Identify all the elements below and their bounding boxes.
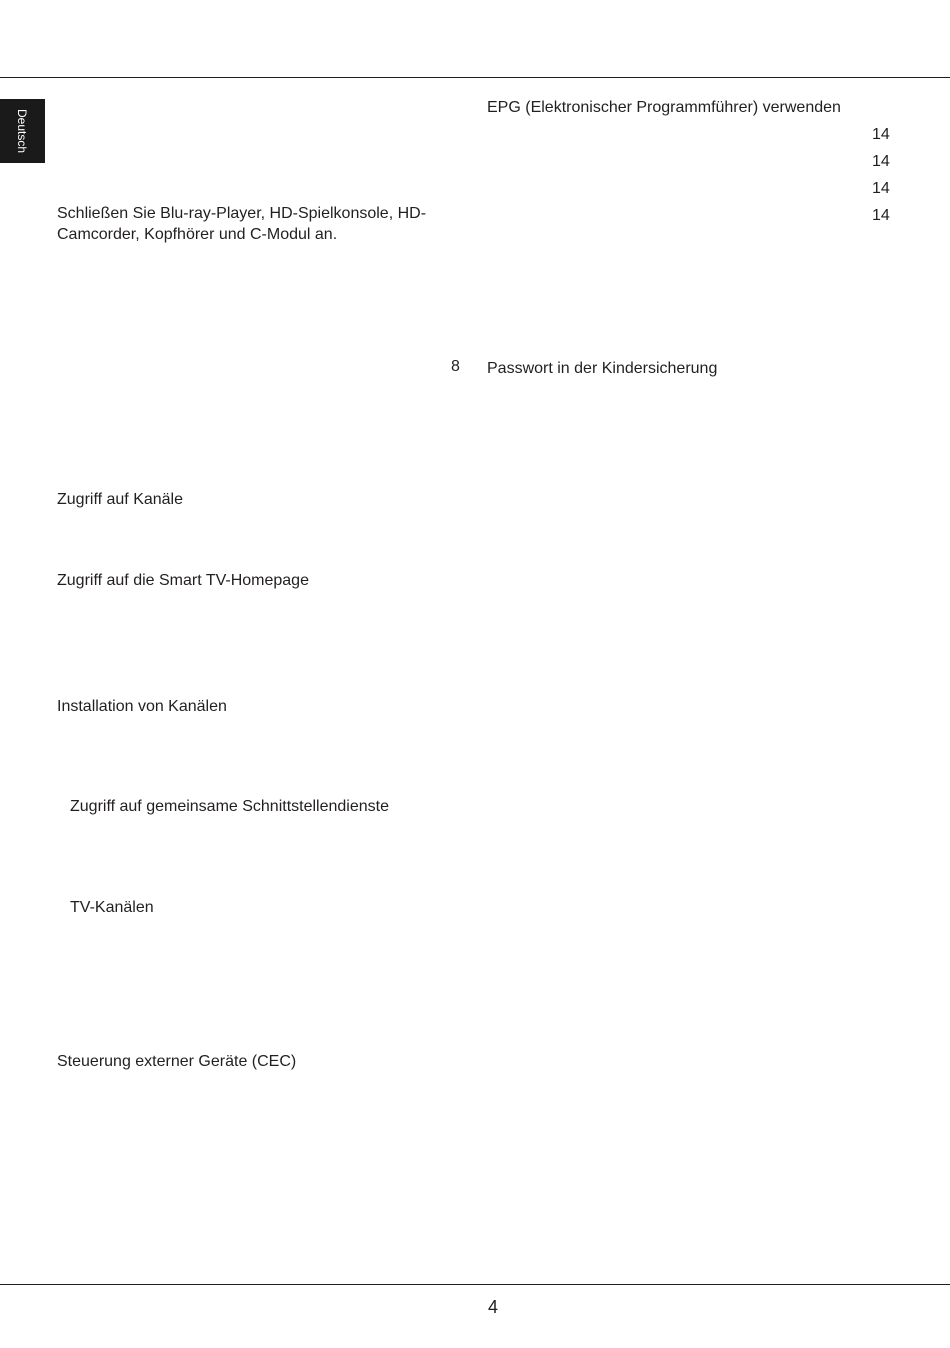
toc-page-number: 8 [451,358,460,375]
header-rule [0,77,950,78]
toc-page-number: 14 [872,207,890,224]
toc-entry-epg: EPG (Elektronischer Programmführer) verwenden [487,99,841,116]
toc-entry-cec: Steuerung externer Geräte (CEC) [57,1053,297,1070]
toc-entry-smart-tv: Zugriff auf die Smart TV-Homepage [57,572,309,589]
toc-entry-connect-line2: Camcorder, Kopfhörer und C-Modul an. [57,226,338,243]
toc-entry-ci-services: Zugriff auf gemeinsame Schnittstellendienste [70,798,389,815]
footer-rule [0,1284,950,1285]
language-tab-label: Deutsch [15,108,29,154]
toc-entry-channels: Zugriff auf Kanäle [57,491,184,508]
toc-page-number: 14 [872,180,890,197]
toc-entry-tv-channels: TV-Kanälen [70,899,154,916]
toc-page-number: 14 [872,126,890,143]
page-number: 4 [487,1297,498,1317]
toc-entry-parental-password: Passwort in der Kindersicherung [487,360,718,377]
language-tab [0,99,45,163]
toc-entry-install: Installation von Kanälen [57,698,227,715]
toc-entry-connect-line1: Schließen Sie Blu-ray-Player, HD-Spielkonsole, HD- [57,205,427,222]
toc-page-number: 14 [872,153,890,170]
